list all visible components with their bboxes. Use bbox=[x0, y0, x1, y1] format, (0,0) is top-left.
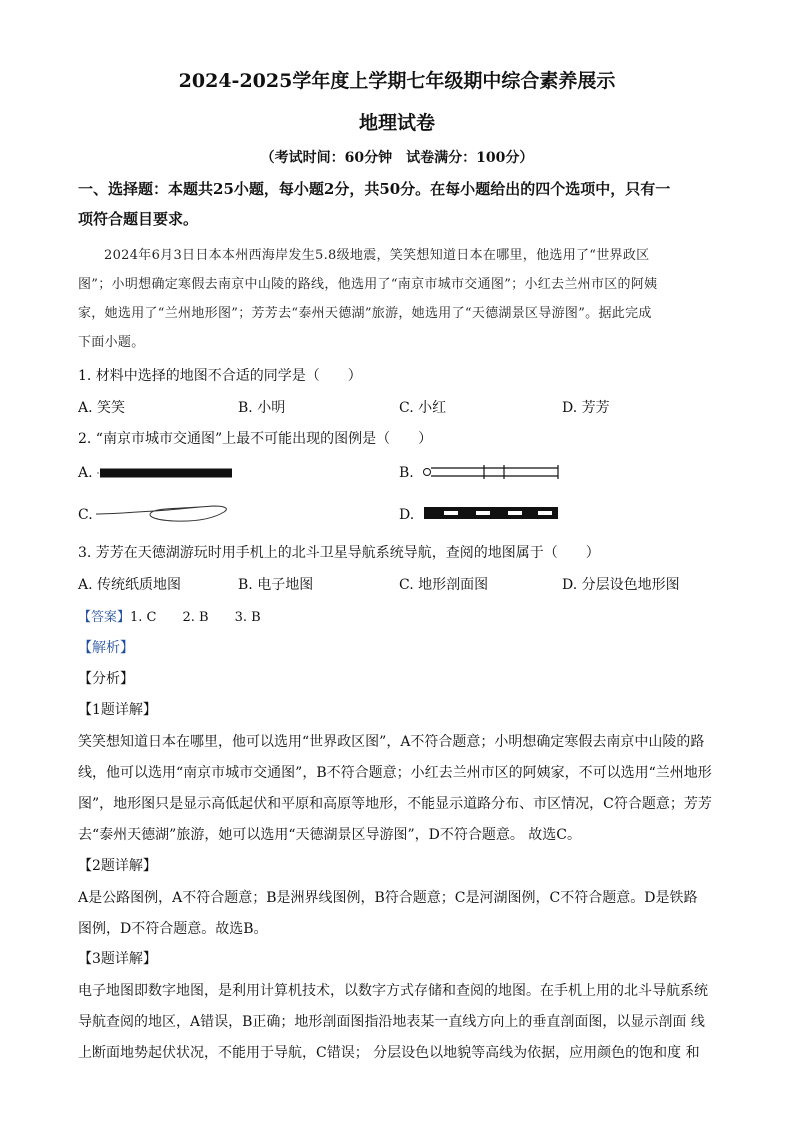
detail-3-line-2: 导航查阅的地区，A错误，B正确；地形剖面图指沿地表某一直线方向上的垂直剖面图，以显示剖面 线 bbox=[78, 1014, 705, 1030]
q1-option-d: D. 芳芳 bbox=[562, 400, 610, 416]
fenxi-label: 【分析】 bbox=[78, 671, 134, 687]
exam-title: 2024-2025学年度上学期七年级期中综合素养展示 bbox=[178, 70, 616, 92]
q1-option-b: B. 小明 bbox=[238, 400, 286, 416]
detail-1-line-2: 线，他可以选用“南京市城市交通图”，B不符合题意；小红去兰州市区的阿姨家，不可以选用“兰州地形 bbox=[78, 765, 712, 781]
highway-legend-icon bbox=[96, 466, 236, 480]
q3-option-c: C. 地形剖面图 bbox=[399, 577, 489, 593]
detail-2-line-1: A是公路图例，A不符合题意；B是洲界线图例，B符合题意；C是河湖图例，C不符合题意。D是铁路 bbox=[78, 890, 698, 906]
q3-option-b: B. 电子地图 bbox=[238, 577, 314, 593]
river-lake-legend-icon bbox=[94, 500, 234, 526]
section-heading-line2: 项符合题目要求。 bbox=[78, 210, 199, 228]
detail-1-line-1: 笑笑想知道日本在哪里，他可以选用“世界政区图”，A不符合题意；小明想确定寒假去南京中山陵的路 bbox=[78, 734, 705, 750]
q2-option-c: C. bbox=[78, 507, 93, 523]
subject-title: 地理试卷 bbox=[358, 112, 435, 134]
material-line-3: 家，她选用了“兰州地形图”；芳芳去“泰州天德湖”旅游，她选用了“天德湖景区导游图”。据此完成 bbox=[78, 306, 652, 321]
detail-3-line-3: 上断面地势起伏状况，不能用于导航，C错误； 分层设色以地貌等高线为依据，应用颜色的饱和度 和 bbox=[78, 1045, 700, 1061]
answer-line bbox=[78, 606, 261, 625]
question-3-stem: 3. 芳芳在天德湖游玩时用手机上的北斗卫星导航系统导航，查阅的地图属于（ ） bbox=[78, 545, 600, 561]
q2-option-a: A. bbox=[78, 465, 93, 481]
material-line-1: 2024年6月3日日本本州西海岸发生5.8级地震，笑笑想知道日本在哪里，他选用了“世界政区 bbox=[104, 248, 650, 263]
q2-option-d: D. bbox=[399, 507, 415, 523]
question-2-stem: 2. “南京市城市交通图”上最不可能出现的图例是（ ） bbox=[78, 431, 433, 447]
detail-3-line-1: 电子地图即数字地图，是利用计算机技术，以数字方式存储和查阅的地图。在手机上用的北斗导航系统 bbox=[78, 983, 708, 999]
exam-info: （考试时间：60分钟 试卷满分：100分） bbox=[260, 150, 534, 166]
detail-1-title: 【1题详解】 bbox=[78, 702, 157, 718]
q3-option-d: D. 分层设色地形图 bbox=[562, 577, 680, 593]
material-line-4: 下面小题。 bbox=[78, 335, 145, 350]
detail-2-title: 【2题详解】 bbox=[78, 858, 157, 874]
answer-values: 1. C 2. B 3. B bbox=[130, 610, 261, 625]
section-heading-line1: 一、选择题：本题共25小题，每小题2分，共50分。在每小题给出的四个选项中，只有一 bbox=[78, 180, 671, 198]
question-1-stem: 1. 材料中选择的地图不合适的同学是（ ） bbox=[78, 368, 362, 384]
continent-boundary-legend-icon bbox=[420, 464, 560, 482]
detail-2-line-2: 图例，D不符合题意。故选B。 bbox=[78, 921, 268, 937]
analysis-label: 【解析】 bbox=[78, 640, 134, 656]
railway-legend-icon bbox=[424, 505, 560, 521]
detail-3-title: 【3题详解】 bbox=[78, 951, 157, 967]
material-line-2: 图”；小明想确定寒假去南京中山陵的路线，他选用了“南京市城市交通图”；小红去兰州市区的阿姨 bbox=[78, 277, 658, 292]
detail-1-line-4: 去“泰州天德湖”旅游，她可以选用“天德湖景区导游图”，D不符合题意。 故选C。 bbox=[78, 827, 582, 843]
detail-1-line-3: 图”，地形图只是显示高低起伏和平原和高原等地形，不能显示道路分布、市区情况，C符合题意；芳芳 bbox=[78, 796, 712, 812]
answer-label: 【答案】 bbox=[78, 610, 131, 625]
q1-option-a: A. 笑笑 bbox=[78, 400, 126, 416]
q1-option-c: C. 小红 bbox=[399, 400, 447, 416]
q3-option-a: A. 传统纸质地图 bbox=[78, 577, 182, 593]
q2-option-b: B. bbox=[399, 465, 414, 481]
